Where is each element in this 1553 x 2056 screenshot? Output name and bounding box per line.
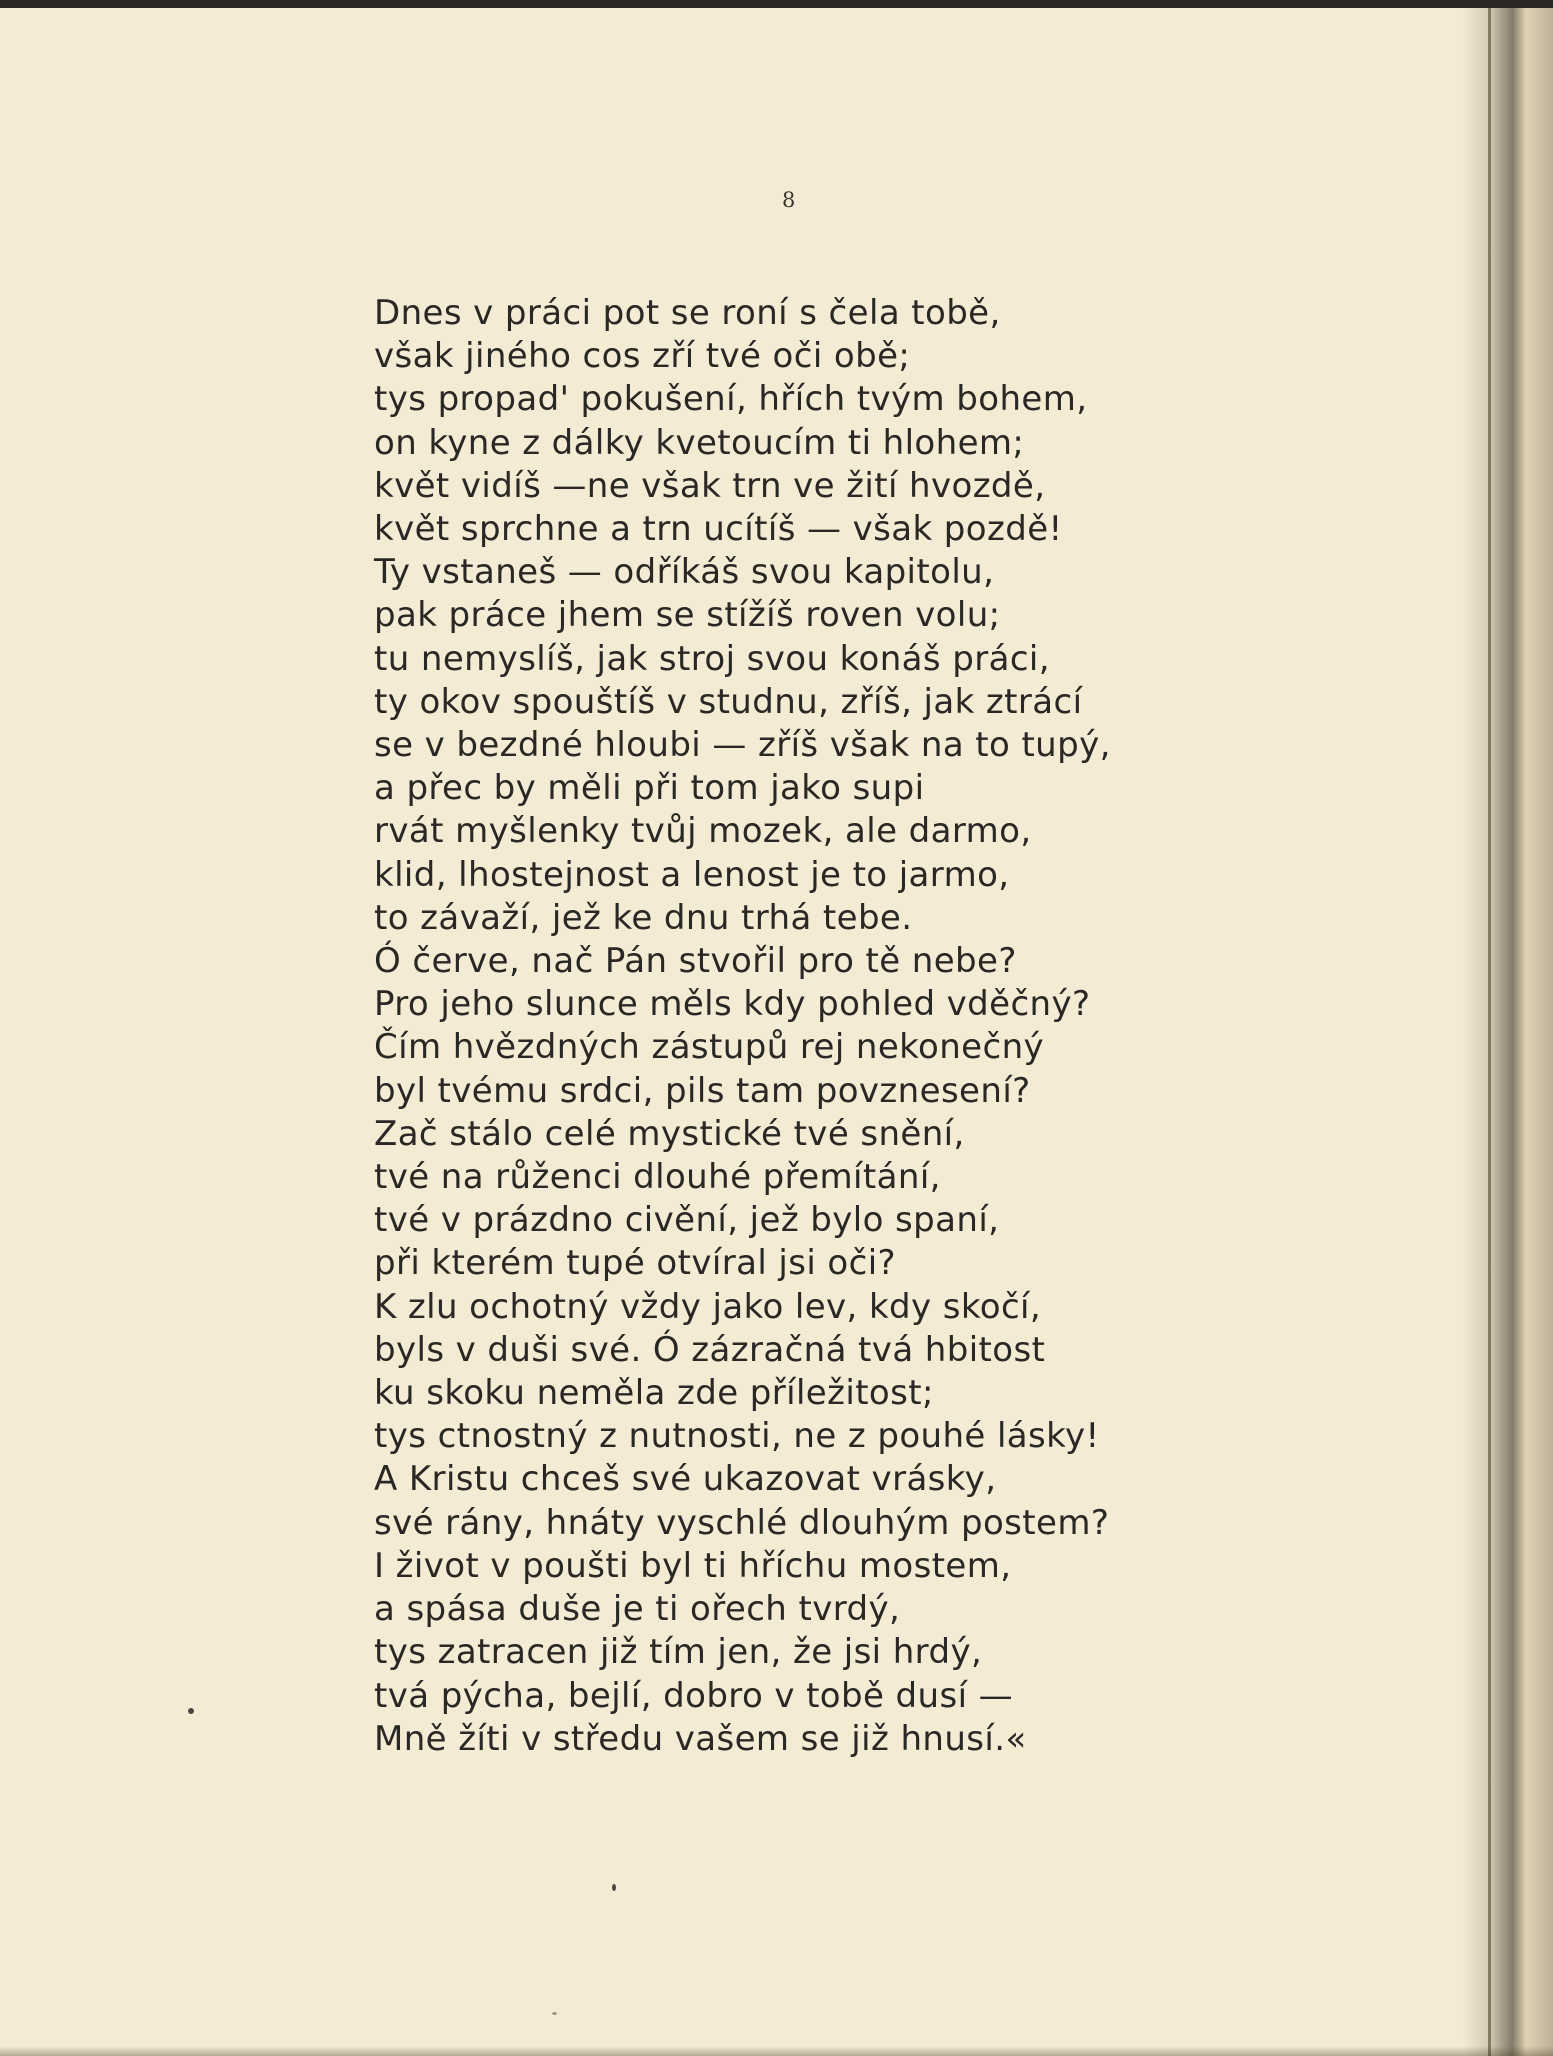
poem-line: Mně žíti v středu vašem se již hnusí.« — [374, 1718, 1027, 1759]
page-gutter-line — [1488, 8, 1491, 2056]
poem-line: se v bezdné hloubi — zříš však na to tupý, — [374, 725, 1111, 766]
ink-speck — [612, 1884, 616, 1891]
poem-line: a spása duše je ti ořech tvrdý, — [374, 1589, 901, 1630]
page-gutter-shadow — [1463, 8, 1553, 2056]
poem-line: tvé v prázdno civění, jež bylo spaní, — [374, 1200, 1000, 1241]
poem-line: A Kristu chceš své ukazovat vrásky, — [374, 1459, 997, 1500]
poem-line: však jiného cos zří tvé oči obě; — [374, 336, 911, 377]
poem-line: tvé na růženci dlouhé přemítání, — [374, 1157, 941, 1198]
page-number: 8 — [782, 188, 796, 212]
poem-line: klid, lhostejnost a lenost je to jarmo, — [374, 854, 1010, 895]
poem-line: při kterém tupé otvíral jsi oči? — [374, 1243, 896, 1284]
page-bottom-edge — [0, 2046, 1553, 2056]
poem-line: byl tvému srdci, pils tam povznesení? — [374, 1070, 1031, 1111]
poem-line: Zač stálo celé mystické tvé snění, — [374, 1113, 965, 1154]
ink-speck — [188, 1708, 194, 1714]
poem-line: Ó červe, nač Pán stvořil pro tě nebe? — [374, 941, 1017, 982]
poem-line: pak práce jhem se stížíš roven volu; — [374, 595, 1001, 636]
poem-line: Pro jeho slunce měls kdy pohled vděčný? — [374, 984, 1091, 1025]
poem-line: to závaží, jež ke dnu trhá tebe. — [374, 897, 913, 938]
poem-line: tys zatracen již tím jen, že jsi hrdý, — [374, 1632, 983, 1673]
book-page — [0, 8, 1553, 2056]
poem-line: a přec by měli při tom jako supi — [374, 768, 925, 809]
poem-text — [374, 292, 1111, 1761]
poem-line: květ vidíš —ne však trn ve žití hvozdě, — [374, 465, 1046, 506]
poem-line: ku skoku neměla zde příležitost; — [374, 1373, 934, 1414]
poem-line: byls v duši své. Ó zázračná tvá hbitost — [374, 1329, 1046, 1370]
poem-line: Ty vstaneš — odříkáš svou kapitolu, — [374, 552, 995, 593]
poem-line: ty okov spouštíš v studnu, zříš, jak ztrácí — [374, 681, 1083, 722]
poem-line: Dnes v práci pot se roní s čela tobě, — [374, 293, 1001, 333]
poem-line: I život v poušti byl ti hříchu mostem, — [374, 1545, 1012, 1586]
poem-line: rvát myšlenky tvůj mozek, ale darmo, — [374, 811, 1032, 852]
poem-line: K zlu ochotný vždy jako lev, kdy skočí, — [374, 1286, 1042, 1327]
poem-line: tys ctnostný z nutnosti, ne z pouhé lásky! — [374, 1416, 1100, 1457]
poem-line: tys propad' pokušení, hřích tvým bohem, — [374, 379, 1088, 420]
ink-speck — [552, 2012, 557, 2015]
poem-line: on kyne z dálky kvetoucím ti hlohem; — [374, 422, 1025, 463]
poem-line: své rány, hnáty vyschlé dlouhým postem? — [374, 1502, 1110, 1543]
poem-line: tu nemyslíš, jak stroj svou konáš práci, — [374, 638, 1050, 679]
poem-line: květ sprchne a trn ucítíš — však pozdě! — [374, 509, 1063, 550]
poem-line: tvá pýcha, bejlí, dobro v tobě dusí — — [374, 1675, 1014, 1716]
poem-line: Čím hvězdných zástupů rej nekonečný — [374, 1027, 1045, 1068]
